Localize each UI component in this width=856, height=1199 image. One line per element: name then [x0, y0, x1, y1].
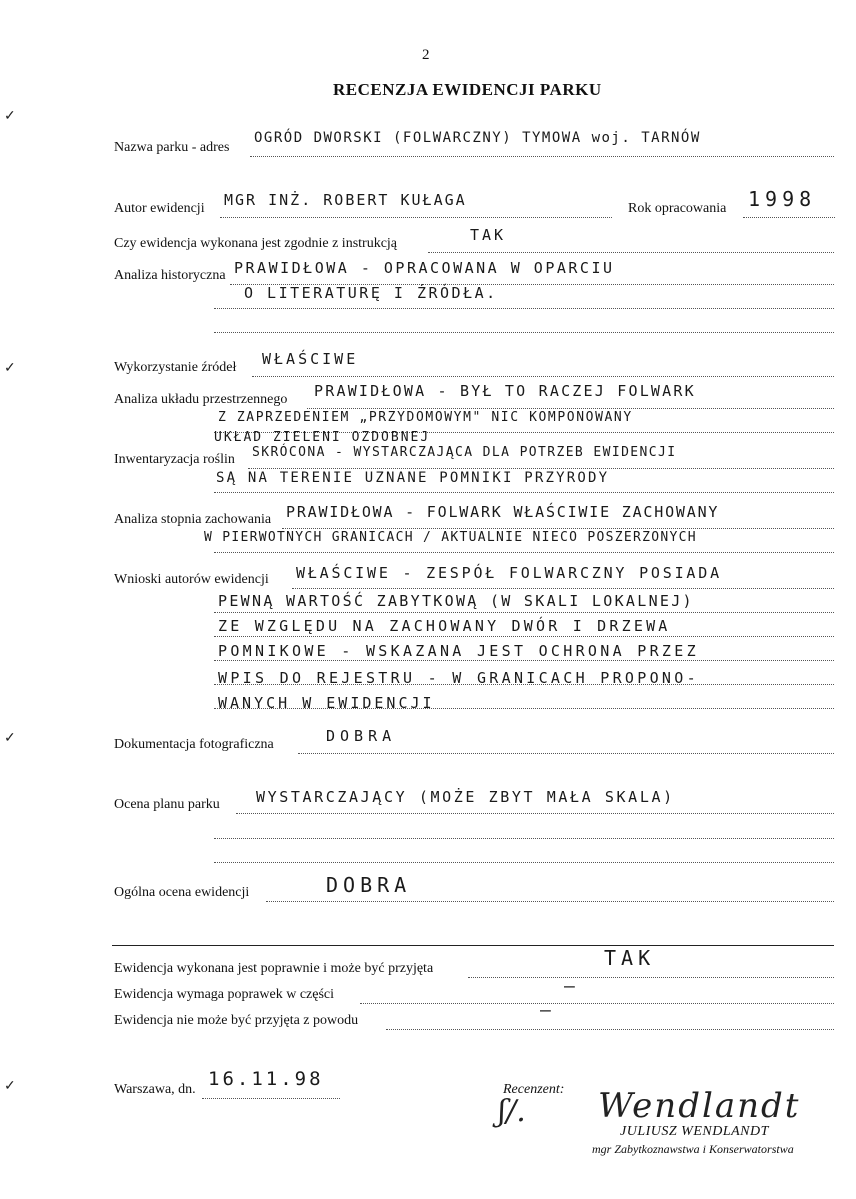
verdict-accept-value: TAK [604, 946, 656, 970]
field-label-plants: Inwentaryzacja roślin [114, 452, 235, 467]
historical-line-1: PRAWIDŁOWA - OPRACOWANA W OPARCIU [234, 259, 615, 277]
field-label-overall: Ogólna ocena ewidencji [114, 885, 250, 900]
historical-line-2: O LITERATURĘ I ŹRÓDŁA. [244, 284, 498, 302]
page-number: 2 [422, 47, 430, 63]
conclusions-line-6: WANYCH W EWIDENCJI [218, 694, 435, 712]
layout-line-2: Z ZAPRZEDENIEM „PRZYDOMOWYM" NIC KOMPONOWANY [218, 410, 633, 425]
place-date-label: Warszawa, dn. [114, 1082, 196, 1097]
park-name-value: OGRÓD DWORSKI (FOLWARCZNY) TYMOWA woj. TARNÓW [254, 130, 701, 146]
field-label-preservation: Analiza stopnia zachowania [114, 512, 272, 527]
conclusions-line-1: WŁAŚCIWE - ZESPÓŁ FOLWARCZNY POSIADA [296, 564, 722, 582]
margin-mark: ✓ [4, 361, 16, 376]
author-value: MGR INŻ. ROBERT KUŁAGA [224, 191, 467, 209]
reviewer-stamp-name: JULIUSZ WENDLANDT [620, 1124, 769, 1139]
overall-value: DOBRA [326, 873, 412, 897]
plants-line-2: SĄ NA TERENIE UZNANE POMNIKI PRZYRODY [216, 470, 610, 486]
margin-mark: ✓ [4, 731, 16, 746]
reviewer-label: Recenzent: [503, 1082, 565, 1097]
verdict-corrections-value: — [564, 976, 575, 997]
instruction-value: TAK [470, 226, 507, 244]
date-value: 16.11.98 [208, 1068, 324, 1090]
photos-value: DOBRA [326, 727, 397, 745]
field-label-park-name: Nazwa parku - adres [114, 140, 230, 155]
plan-value: WYSTARCZAJĄCY (MOŻE ZBYT MAŁA SKALA) [256, 788, 675, 806]
page-title: RECENZJA EWIDENCJI PARKU [333, 80, 602, 99]
field-label-sources: Wykorzystanie źródeł [114, 360, 237, 375]
preservation-line-2: W PIERWOTNYCH GRANICACH / AKTUALNIE NIECO POSZERZONYCH [204, 530, 697, 545]
field-label-year: Rok opracowania [628, 201, 727, 216]
field-label-author: Autor ewidencji [114, 201, 205, 216]
reviewer-signature: Wendlandt [598, 1086, 801, 1126]
conclusions-line-4: POMNIKOWE - WSKAZANA JEST OCHRONA PRZEZ [218, 642, 699, 660]
verdict-accept-label: Ewidencja wykonana jest poprawnie i może być przyjęta [114, 961, 434, 976]
plants-line-1: SKRÓCONA - WYSTARCZAJĄCA DLA POTRZEB EWIDENCJI [252, 445, 677, 460]
year-value: 1998 [748, 187, 817, 211]
conclusions-line-5: WPIS DO REJESTRU - W GRANICACH PROPONO- [218, 669, 699, 687]
reviewer-stamp-title: mgr Zabytkoznawstwa i Konserwatorstwa [592, 1142, 794, 1156]
verdict-reject-value: — [540, 1000, 551, 1021]
conclusions-line-3: ZE WZGLĘDU NA ZACHOWANY DWÓR I DRZEWA [218, 617, 671, 635]
verdict-corrections-label: Ewidencja wymaga poprawek w części [114, 987, 335, 1002]
section-divider [112, 945, 834, 946]
field-label-plan: Ocena planu parku [114, 797, 220, 812]
preservation-line-1: PRAWIDŁOWA - FOLWARK WŁAŚCIWIE ZACHOWANY [286, 503, 720, 521]
layout-line-3: UKŁAD ZIELENI OZDOBNEJ [214, 430, 431, 445]
field-label-photos: Dokumentacja fotograficzna [114, 737, 274, 752]
field-label-conclusions: Wnioski autorów ewidencji [114, 572, 269, 587]
margin-mark: ✓ [4, 109, 16, 124]
field-label-instruction: Czy ewidencja wykonana jest zgodnie z instrukcją [114, 236, 398, 251]
verdict-reject-label: Ewidencja nie może być przyjęta z powodu [114, 1013, 359, 1028]
margin-mark: ✓ [4, 1079, 16, 1094]
field-label-layout: Analiza układu przestrzennego [114, 392, 288, 407]
sources-value: WŁAŚCIWE [262, 350, 359, 368]
field-label-historical: Analiza historyczna [114, 268, 226, 283]
conclusions-line-2: PEWNĄ WARTOŚĆ ZABYTKOWĄ (W SKALI LOKALNEJ) [218, 592, 694, 610]
reviewer-initials-scribble: ʃ/. [498, 1094, 526, 1129]
layout-line-1: PRAWIDŁOWA - BYŁ TO RACZEJ FOLWARK [314, 382, 696, 400]
